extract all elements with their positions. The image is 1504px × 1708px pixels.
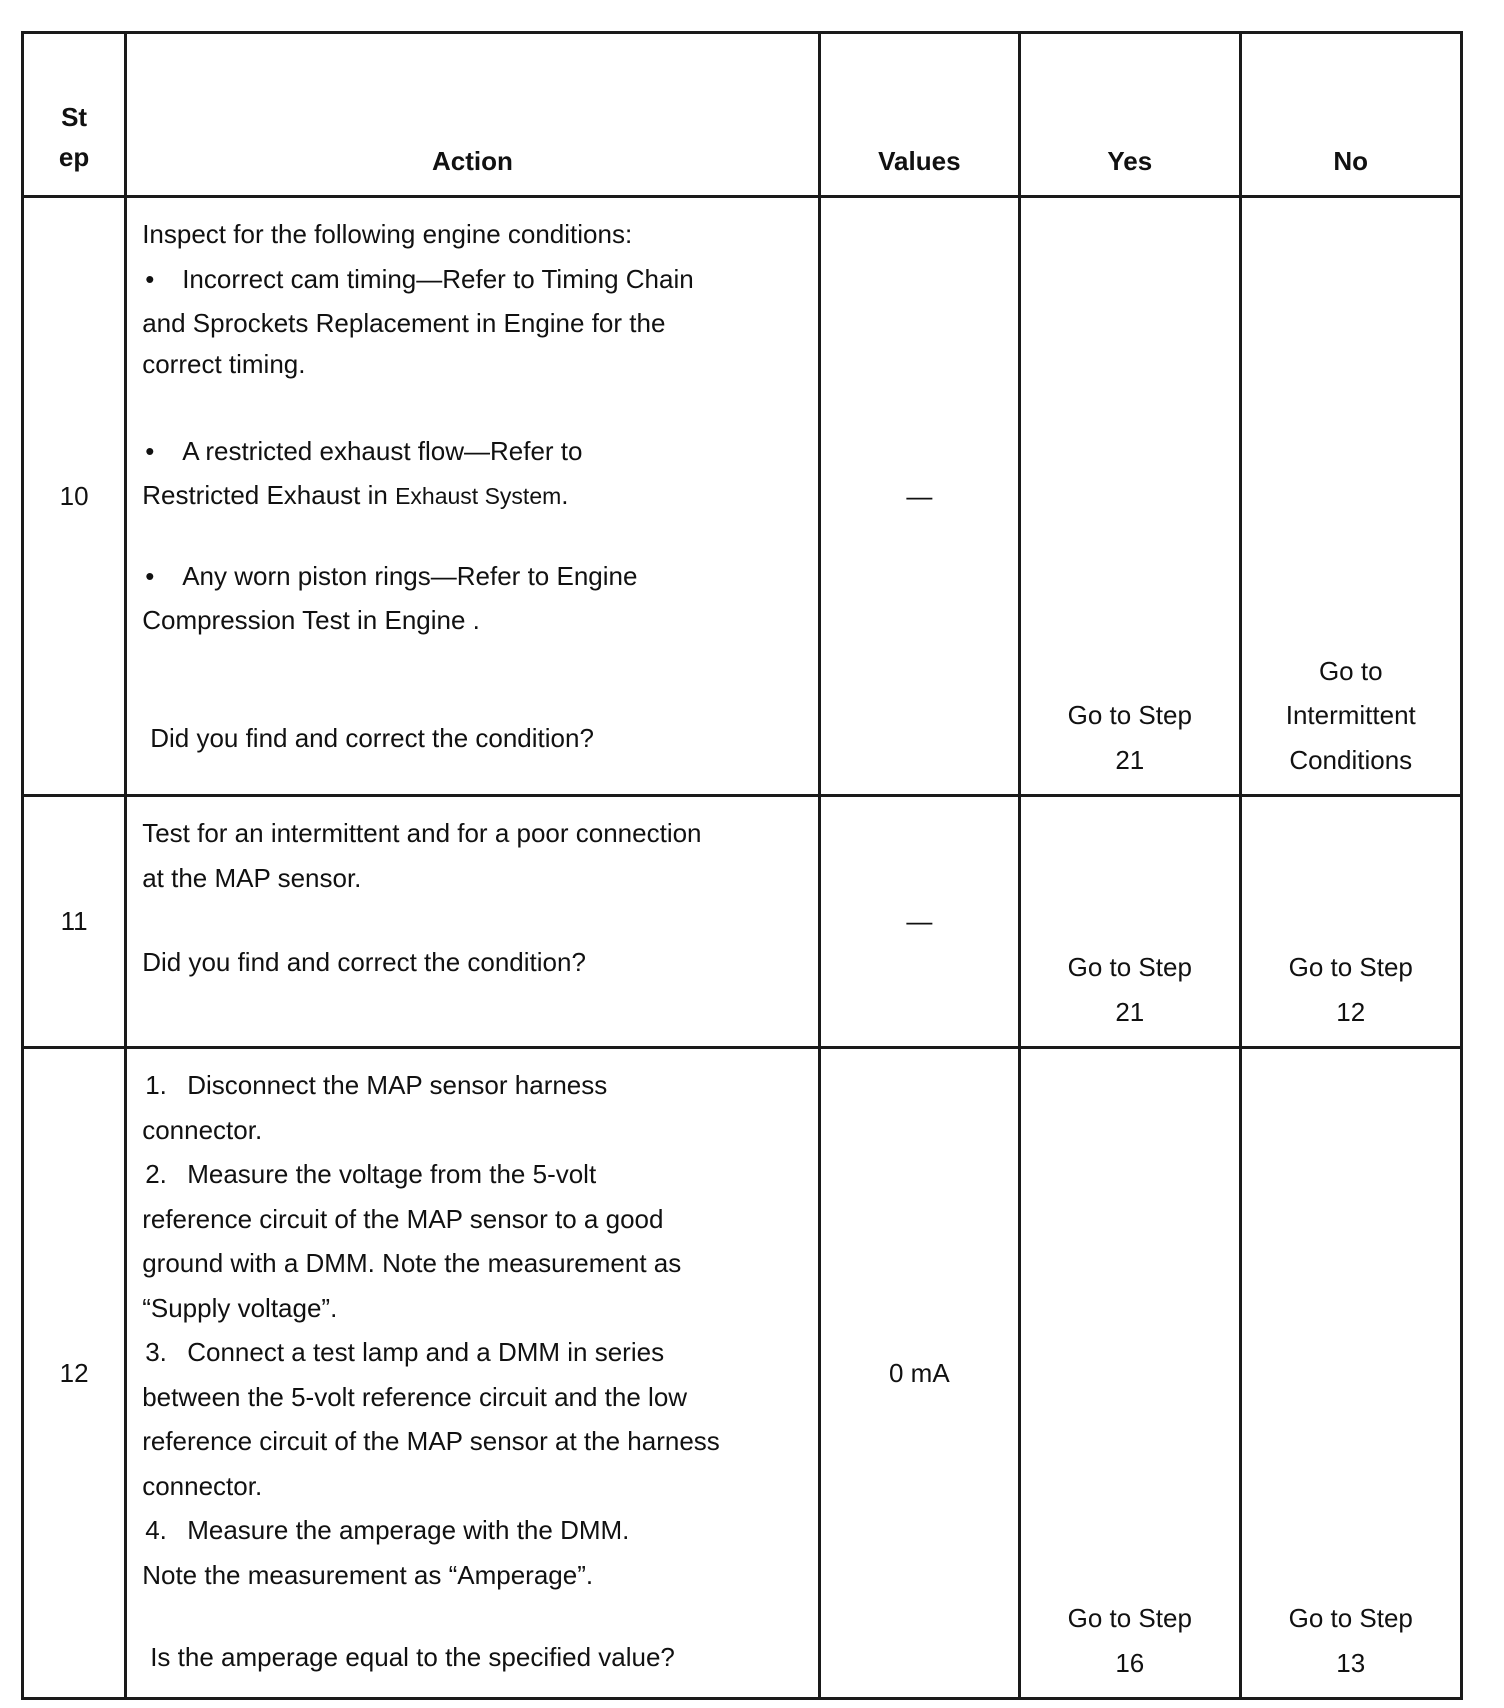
table-row-step-10 xyxy=(23,197,1462,796)
header-row xyxy=(23,33,1462,197)
bullet-item: • Incorrect cam timing—Refer to Timing Chain xyxy=(142,257,797,302)
yes-cell: Go to Step 21 xyxy=(1020,796,1240,1048)
step-number: 10 xyxy=(23,197,126,796)
action-question: Is the amperage equal to the specified value? xyxy=(150,1642,675,1672)
action-cell: Inspect for the following engine conditions: • Incorrect cam timing—Refer to Timing Chain and Sprockets Replacement in Engine for the correct timing. • A restricted exhaust flow—Refer to Restricted Exhaust in Exhaust System. • Any worn piston rings—Refer to Engine Compression Test in Engine . Did you find and correct the condition? xyxy=(126,197,819,796)
table-row-step-11 xyxy=(23,796,1462,1048)
bullet-icon: • xyxy=(145,263,155,294)
numbered-item: 3. Connect a test lamp and a DMM in series xyxy=(145,1337,665,1367)
numbered-item: 4. Measure the amperage with the DMM. xyxy=(145,1515,630,1545)
header-yes: Yes xyxy=(1020,33,1240,197)
no-cell: Go to Step 13 xyxy=(1240,1048,1462,1699)
action-cell: 1. Disconnect the MAP sensor harness connector. 2. Measure the voltage from the 5-volt reference circuit of the MAP sensor to a good ground with a DMM. Note the measurement as “Supply voltage”. 3. Connect a test lamp and a DMM in series between the 5-volt reference circuit and the low reference circuit of the MAP sensor at the harness connector. 4. Measure the amperage with the DMM. Note the measurement as “Amperage”. Is the amperage equal to the specified value? xyxy=(126,1048,819,1699)
step-number: 12 xyxy=(23,1048,126,1699)
action-intro: Inspect for the following engine conditions: xyxy=(142,219,633,249)
action-cell: Test for an intermittent and for a poor connection at the MAP sensor. Did you find and correct the condition? xyxy=(126,796,819,1048)
header-action: Action xyxy=(126,33,819,197)
values-cell: — xyxy=(819,796,1019,1048)
bullet-item: • A restricted exhaust flow—Refer to xyxy=(142,429,797,474)
bullet-icon: • xyxy=(145,435,155,466)
table-row-step-12 xyxy=(23,1048,1462,1699)
no-cell: Go to Intermittent Conditions xyxy=(1240,197,1462,796)
yes-cell: Go to Step 21 xyxy=(1020,197,1240,796)
diagnostic-table xyxy=(21,31,1463,1700)
step-number: 11 xyxy=(23,796,126,1048)
values-cell: — xyxy=(819,197,1019,796)
yes-cell: Go to Step 16 xyxy=(1020,1048,1240,1699)
header-step: St ep xyxy=(23,33,126,197)
numbered-item: 2. Measure the voltage from the 5-volt xyxy=(145,1159,597,1189)
header-values: Values xyxy=(819,33,1019,197)
bullet-item: • Any worn piston rings—Refer to Engine xyxy=(142,554,797,599)
header-no: No xyxy=(1240,33,1462,197)
bullet-icon: • xyxy=(145,560,155,591)
numbered-item: 1. Disconnect the MAP sensor harness xyxy=(145,1070,608,1100)
action-question: Did you find and correct the condition? xyxy=(142,947,586,977)
values-cell: 0 mA xyxy=(819,1048,1019,1699)
no-cell: Go to Step 12 xyxy=(1240,796,1462,1048)
action-question: Did you find and correct the condition? xyxy=(150,722,594,753)
table-header xyxy=(23,33,1462,197)
